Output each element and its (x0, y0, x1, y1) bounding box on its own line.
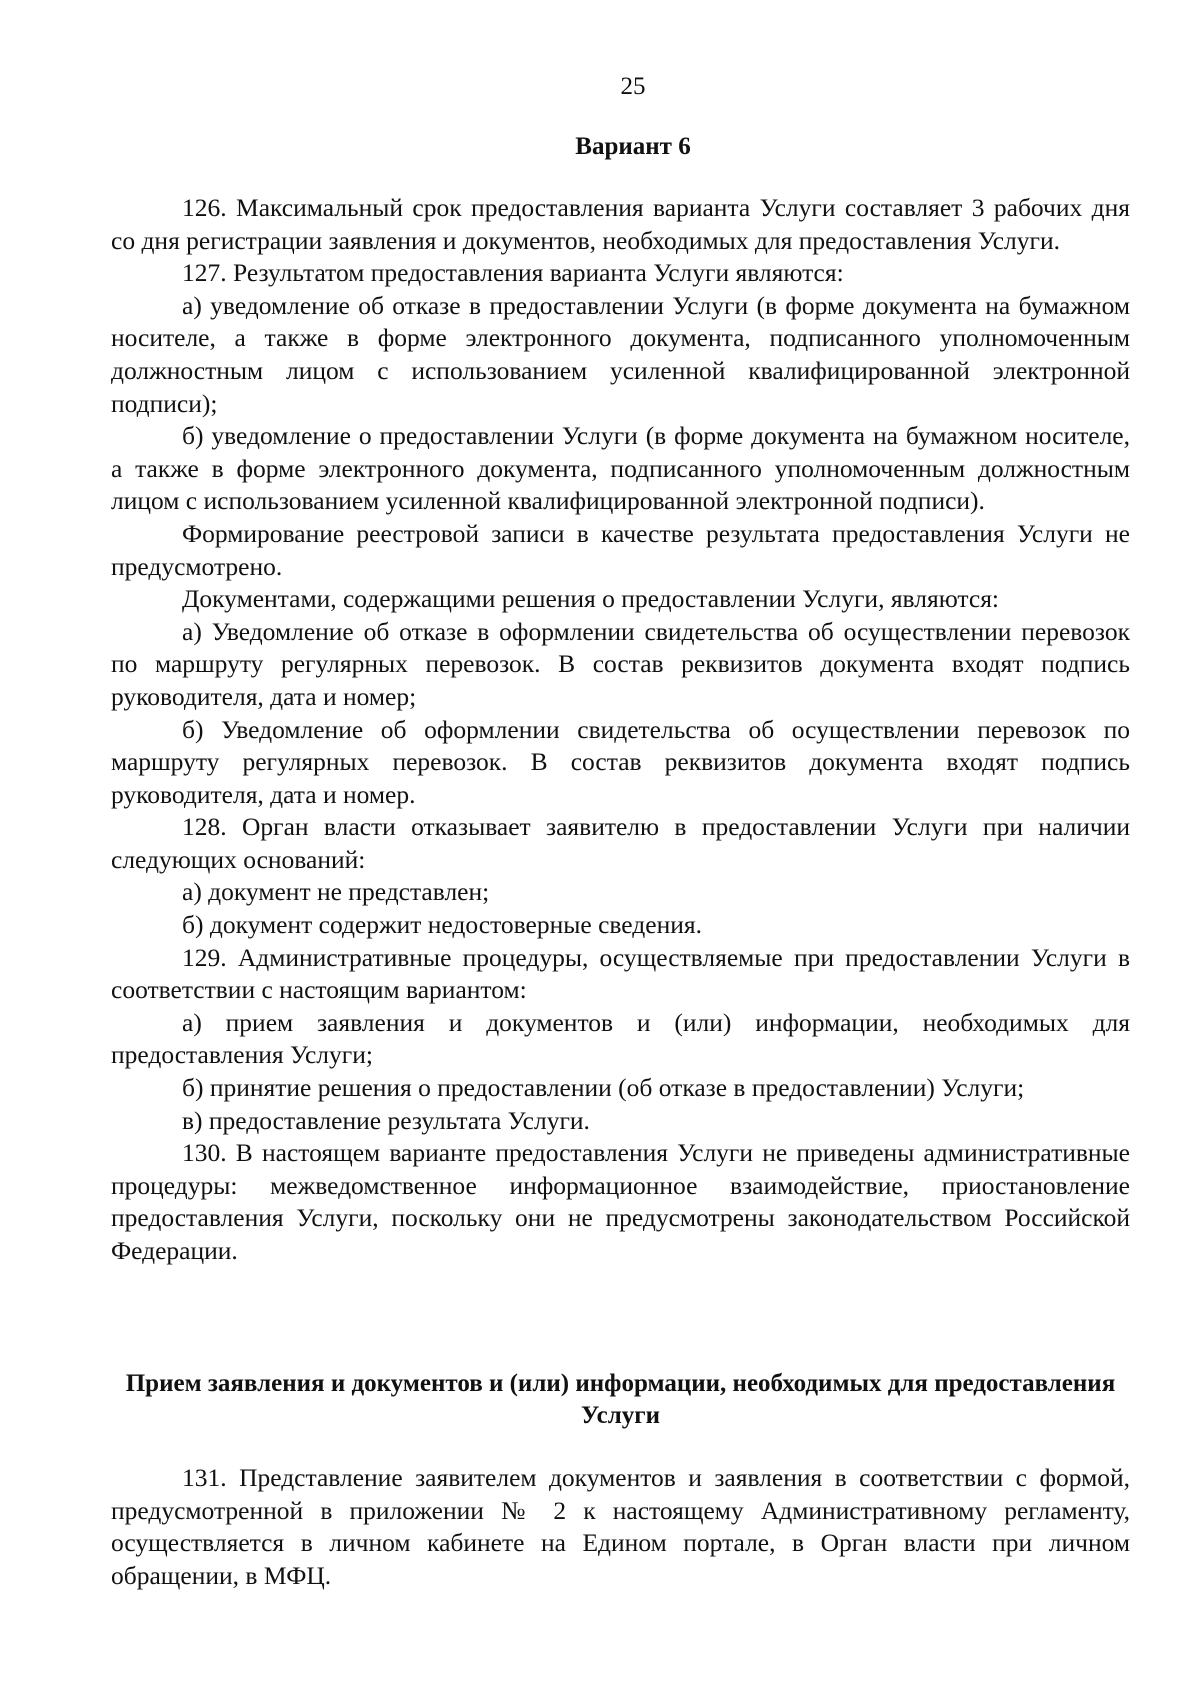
variant-title: Вариант 6 (575, 133, 691, 160)
paragraph-128-a: а) документ не представлен; (182, 877, 490, 907)
paragraph-129-b: б) принятие решения о предоставлении (об отказе в предоставлении) Услуги; (182, 1073, 1025, 1103)
paragraph-127: 127. Результатом предоставления варианта Услуги являются: (182, 258, 844, 288)
paragraph-127-a: а) уведомление об отказе в предоставлении Услуги (в форме документа на бумажном носителе, а также в форме электронного документа, подписанного уполномоченным должностным лицом с использованием усиленной квалифицированной электронной подписи); (111, 290, 1130, 418)
paragraph-registry-note: Формирование реестровой записи в качестве результата предоставления Услуги не предусмотрено. (111, 518, 1130, 581)
paragraph-129-c: в) предоставление результата Услуги. (182, 1105, 590, 1135)
page-number: 25 (620, 73, 646, 100)
section-heading: Прием заявления и документов и (или) информации, необходимых для предоставления Услуги (125, 1370, 1116, 1429)
paragraph-128: 128. Орган власти отказывает заявителю в предоставлении Услуги при наличии следующих оснований: (111, 812, 1130, 874)
paragraph-decision-a: а) Уведомление об отказе в оформлении свидетельства об осуществлении перевозок по маршруту регулярных перевозок. В состав реквизитов документа входят подпись руководителя, дата и номер; (111, 616, 1130, 711)
paragraph-131: 131. Представление заявителем документов и заявления в соответствии с формой, предусмотренной в приложении № 2 к настоящему Административному регламенту, осуществляется в личном кабинете на Едином портале, в Орган власти при личном обращении, в МФЦ. (111, 1463, 1130, 1590)
paragraph-127-b: б) уведомление о предоставлении Услуги (в форме документа на бумажном носителе, а также в форме электронного документа, подписанного уполномоченным должностным лицом с использованием усиленной квалифицированной электронной подписи). (111, 421, 1130, 516)
paragraph-decision-docs: Документами, содержащими решения о предоставлении Услуги, являются: (182, 584, 1000, 614)
paragraph-128-b: б) документ содержит недостоверные сведения. (182, 910, 702, 940)
section-text (111, 1462, 1130, 1592)
paragraph-decision-b: б) Уведомление об оформлении свидетельства об осуществлении перевозок по маршруту регулярных перевозок. В состав реквизитов документа входят подпись руководителя, дата и номер. (111, 714, 1130, 809)
paragraph-130: 130. В настоящем варианте предоставления Услуги не приведены административные процедуры: межведомственное информационное взаимодействие, приостановление предоставления Услуги, поскольку они не предусмотрены законодательством Российской Федерации. (111, 1138, 1130, 1265)
paragraph-129: 129. Административные процедуры, осуществляемые при предоставлении Услуги в соответствии с настоящим вариантом: (111, 942, 1130, 1005)
paragraph-129-a: а) прием заявления и документов и (или) информации, необходимых для предоставления Услуги; (111, 1007, 1130, 1070)
paragraph-126: 126. Максимальный срок предоставления варианта Услуги составляет 3 рабочих дня со дня регистрации заявления и документов, необходимых для предоставления Услуги. (111, 193, 1130, 255)
main-text (111, 192, 1130, 1268)
